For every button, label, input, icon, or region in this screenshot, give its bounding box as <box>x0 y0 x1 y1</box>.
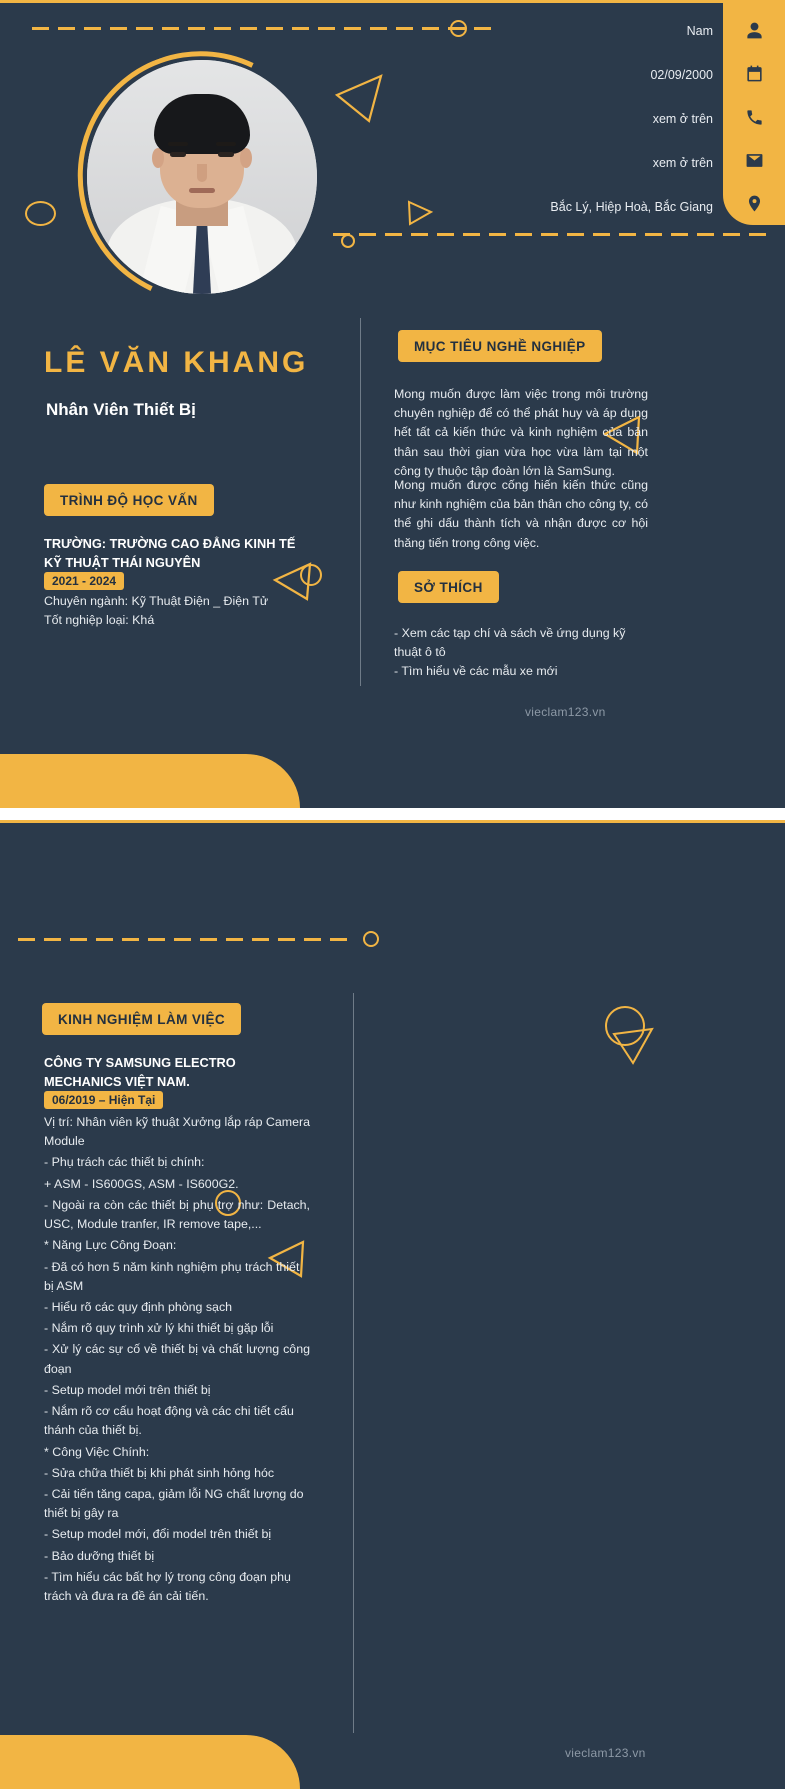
experience-lines <box>44 1113 310 1608</box>
brand-watermark-top: vieclam123.vn <box>525 705 606 719</box>
section-title-objective: MỤC TIÊU NGHỀ NGHIỆP <box>398 330 602 362</box>
experience-line: - Nắm rõ cơ cấu hoạt động và các chi tiết cấu thánh của thiết bị. <box>44 1404 294 1438</box>
avatar-photo <box>87 60 317 294</box>
interest-item-2: - Tìm hiểu về các mẫu xe mới <box>394 664 558 678</box>
corner-decor-top-card <box>0 754 300 808</box>
person-icon <box>745 9 764 52</box>
experience-line: Vị trí: Nhân viên kỹ thuật Xưởng lắp ráp Camera Module <box>44 1115 310 1149</box>
cv-top-card <box>0 0 785 808</box>
objective-paragraph-1: Mong muốn được làm việc trong môi trường chuyên nghiệp để có thể phát huy và áp dụng hết tất cả kiến thức và kinh nghiệm của bản thân sau thời gian vừa học vừa làm tại một công ty thuộc tập đoàn lớn là SamSung. <box>394 387 648 478</box>
dashed-line-mid <box>333 233 766 236</box>
education-period-chip <box>44 569 124 592</box>
experience-line: - Setup model mới, đổi model trên thiết bị <box>44 1527 272 1542</box>
phone-icon <box>745 95 764 138</box>
education-major: Chuyên ngành: Kỹ Thuật Điện _ Điện Tử <box>44 594 269 608</box>
contact-icon-bar <box>723 3 785 225</box>
experience-line: - Phụ trách các thiết bị chính: <box>44 1155 205 1170</box>
interest-item-1: - Xem các tạp chí và sách về ứng dụng kỹ thuật ô tô <box>394 626 626 660</box>
corner-decor-bottom-card <box>0 1735 300 1789</box>
education-school: TRƯỜNG: TRƯỜNG CAO ĐẲNG KINH TẾ KỸ THUẬT THÁI NGUYÊN <box>44 536 296 570</box>
contact-value-phone: xem ở trên <box>652 112 713 126</box>
job-role: Nhân Viên Thiết Bị <box>46 400 196 419</box>
experience-line: - Hiểu rõ các quy định phòng sạch <box>44 1299 233 1314</box>
experience-line: * Công Việc Chính: <box>44 1444 150 1459</box>
contact-value-gender: Nam <box>686 24 713 38</box>
contact-values <box>353 9 713 229</box>
experience-company: CÔNG TY SAMSUNG ELECTRO MECHANICS VIỆT NAM. <box>44 1055 236 1089</box>
avatar <box>78 51 326 303</box>
column-divider-top <box>360 318 361 686</box>
circle-decor-mid <box>341 234 355 248</box>
dashed-line-bottom <box>18 938 347 941</box>
section-title-interests: SỞ THÍCH <box>398 571 499 603</box>
experience-line: - Đã có hơn 5 năm kinh nghiệm phụ trách thiết bị ASM <box>44 1259 300 1293</box>
cv-bottom-card <box>0 820 785 1789</box>
location-icon <box>745 182 764 225</box>
experience-line: - Xử lý các sự cố về thiết bị và chất lượng công đoạn <box>44 1342 310 1376</box>
section-title-education: TRÌNH ĐỘ HỌC VẤN <box>44 484 214 516</box>
experience-line: - Cải tiến tăng capa, giảm lỗi NG chất lượng do thiết bị gây ra <box>44 1486 304 1521</box>
column-divider-bottom <box>353 993 354 1733</box>
experience-line: + ASM - IS600GS, ASM - IS600G2. <box>44 1176 239 1191</box>
experience-line: - Ngoài ra còn các thiết bị phụ trợ như: Detach, USC, Module tranfer, IR remove tape,... <box>44 1197 310 1232</box>
experience-line: - Setup model mới trên thiết bị <box>44 1382 211 1397</box>
education-period: 2021 - 2024 <box>44 572 124 590</box>
calendar-icon <box>745 52 764 95</box>
education-grade: Tốt nghiệp loại: Khá <box>44 613 155 627</box>
section-title-experience: KINH NGHIỆM LÀM VIỆC <box>42 1003 241 1035</box>
card-separator <box>0 808 785 820</box>
contact-value-birthday: 02/09/2000 <box>650 68 713 82</box>
experience-period-chip <box>44 1088 163 1111</box>
contact-value-email: xem ở trên <box>652 156 713 170</box>
experience-line: * Năng Lực Công Đoạn: <box>44 1238 177 1253</box>
page-title: LÊ VĂN KHANG <box>44 346 309 379</box>
experience-line: - Nắm rõ quy trình xử lý khi thiết bị gặp lỗi <box>44 1321 274 1336</box>
mail-icon <box>745 139 764 182</box>
circle-decor-bottom <box>363 931 379 947</box>
experience-line: - Sửa chữa thiết bị khi phát sinh hỏng hóc <box>44 1465 275 1480</box>
circle-decor-left <box>25 201 56 226</box>
contact-value-address: Bắc Lý, Hiệp Hoà, Bắc Giang <box>550 200 713 214</box>
experience-line: - Tìm hiểu các bất hợ lý trong công đoạn phụ trách và đưa ra đề án cải tiến. <box>44 1569 291 1604</box>
brand-watermark-bottom: vieclam123.vn <box>565 1746 646 1760</box>
experience-period: 06/2019 – Hiện Tại <box>44 1091 163 1109</box>
experience-line: - Bảo dưỡng thiết bị <box>44 1548 155 1563</box>
triangle-circle-decor-right <box>600 1001 662 1071</box>
objective-paragraph-2: Mong muốn được cống hiến kiến thức cũng như kinh nghiệm của bản thân cho công ty, có thể ghi dấu thành tích và nhận được cơ hội thăng tiến trong công việc. <box>394 478 648 550</box>
